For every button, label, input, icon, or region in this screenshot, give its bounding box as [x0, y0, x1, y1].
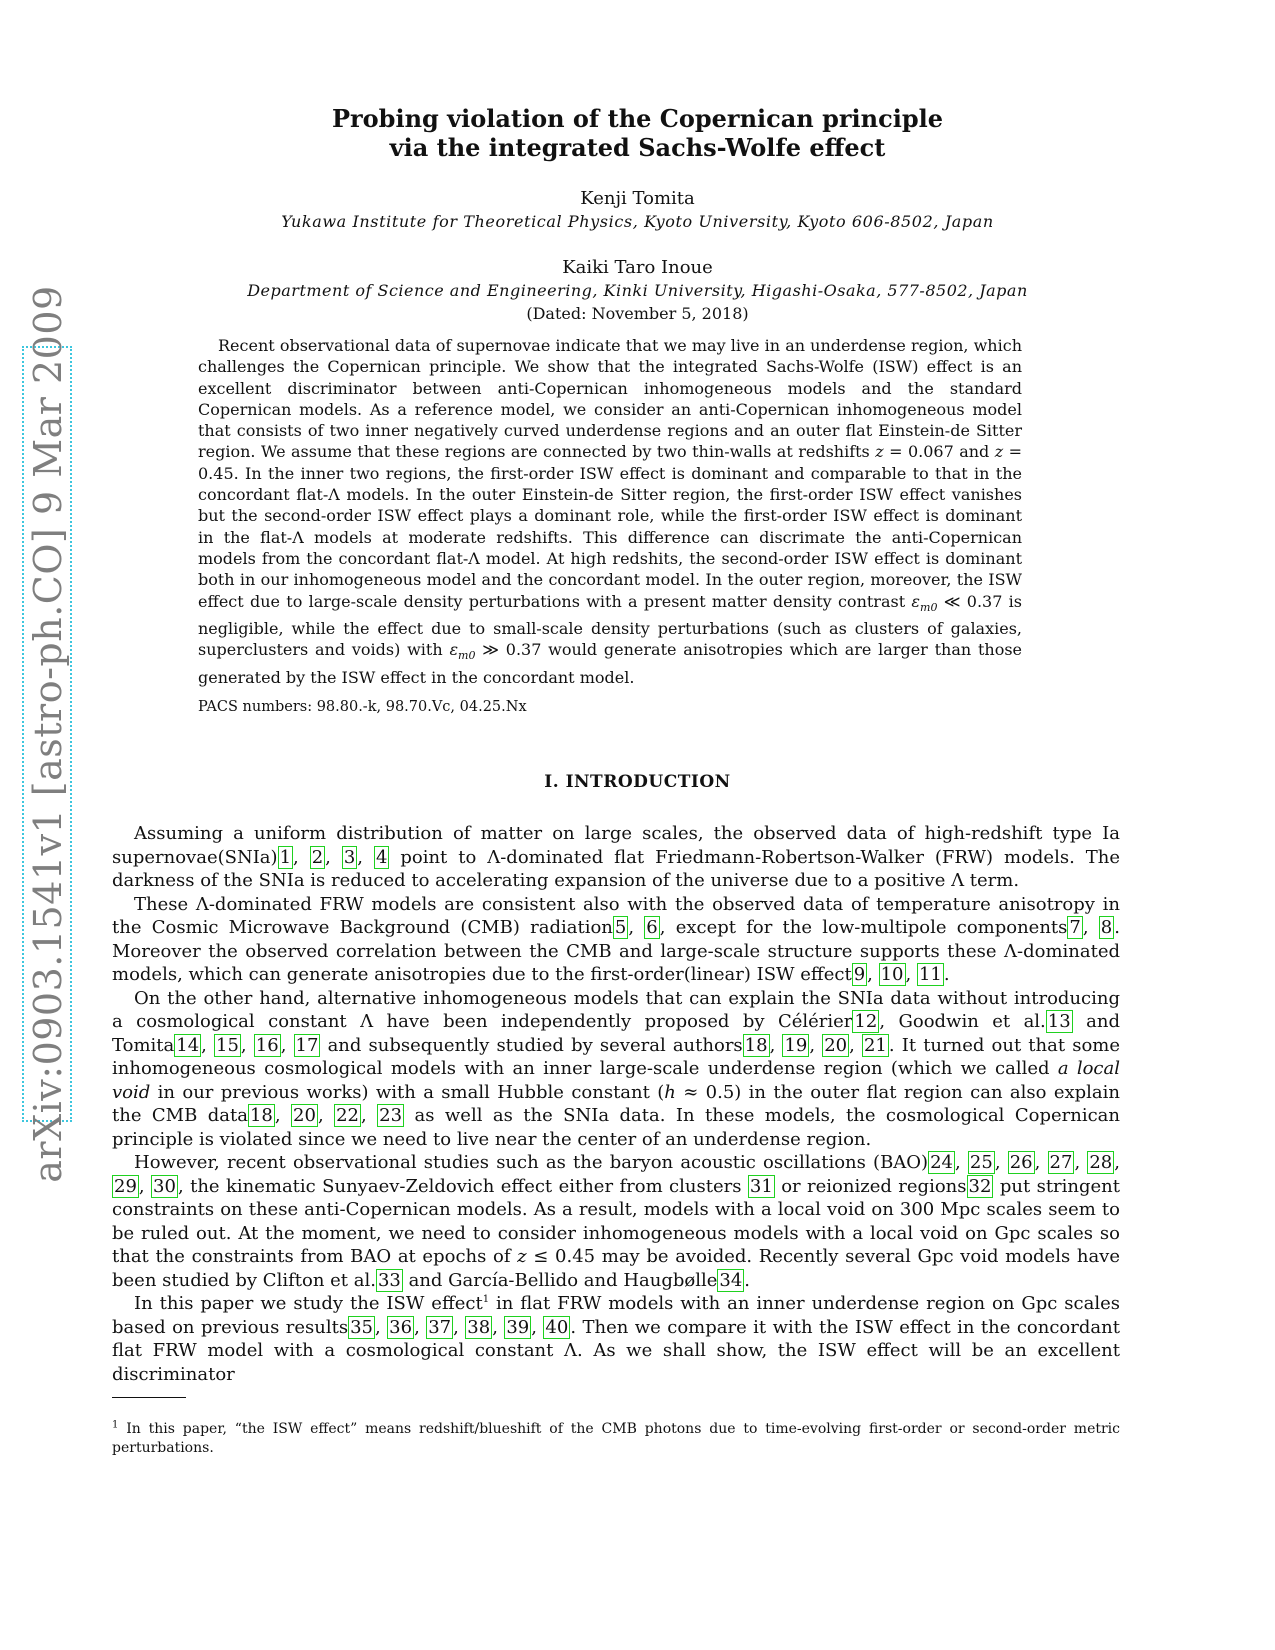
affiliation-2: Department of Science and Engineering, Kinki University, Higashi-Osaka, 577-8502, Japan [247, 281, 1028, 300]
citation-link[interactable]: 32 [968, 1175, 992, 1197]
citation-link[interactable]: 34 [719, 1269, 743, 1291]
citation-link[interactable]: 17 [295, 1034, 319, 1056]
author-1: Kenji Tomita [580, 188, 695, 209]
citation-link[interactable]: 3 [343, 846, 356, 868]
intro-paragraph-2: These Λ-dominated FRW models are consistent also with the observed data of temperature anisotropy in the Cosmic Microwave Background (CMB) radiation 5 , 6 , except for the low-multipole components 7 , 8 . Moreover the observed correlation between the CMB and large-scale structure supports these Λ-dominated models, which can generate anisotropies due to the first-order(linear) ISW effect 9 , 10 , 11 . [112, 893, 1120, 985]
citation-link[interactable]: 23 [379, 1105, 403, 1126]
pacs-numbers: PACS numbers: 98.80.-k, 98.70.Vc, 04.25.Nx [198, 699, 527, 715]
citation-link[interactable]: 27 [1049, 1152, 1073, 1173]
citation-link[interactable]: 35 [350, 1316, 373, 1338]
citation-link[interactable]: 11 [918, 964, 942, 985]
citation-link[interactable]: 20 [824, 1034, 848, 1056]
citation-link[interactable]: 28 [1089, 1152, 1113, 1173]
footnote-number: 1 [112, 1419, 119, 1431]
citation-link[interactable]: 31 [749, 1175, 773, 1197]
introduction-body [112, 822, 1120, 1386]
footnote-divider [112, 1397, 186, 1398]
citation-link[interactable]: 8 [1100, 917, 1113, 938]
arxiv-stamp[interactable]: arXiv:0903.1541v1 [astro-ph.CO] 9 Mar 2009 [26, 285, 70, 1183]
title-line-2: via the integrated Sachs-Wolfe effect [389, 133, 886, 162]
citation-link[interactable]: 15 [216, 1034, 239, 1056]
citation-link[interactable]: 26 [1009, 1152, 1033, 1173]
citation-link[interactable]: 40 [545, 1316, 569, 1338]
citation-link[interactable]: 18 [744, 1034, 768, 1056]
section-heading: I. INTRODUCTION [544, 772, 731, 792]
citation-link[interactable]: 12 [854, 1011, 878, 1032]
citation-link[interactable]: 5 [614, 917, 627, 938]
affiliation-1: Yukawa Institute for Theoretical Physics, Kyoto University, Kyoto 606-8502, Japan [281, 212, 994, 231]
title-line-1: Probing violation of the Copernican principle [331, 104, 943, 133]
intro-paragraph-1: Assuming a uniform distribution of matter on large scales, the observed data of high-redshift type Ia supernovae(SNIa) 1 , 2 , 3 , 4 point to Λ-dominated flat Friedmann-Robertson-Walker (FRW) models. The darkness of the SNIa is reduced to accelerating expansion of the universe due to a positive Λ term. [112, 823, 1120, 891]
citation-link[interactable]: 10 [880, 964, 904, 985]
citation-link[interactable]: 22 [336, 1105, 360, 1126]
paper-title [0, 104, 1275, 162]
footnote-marker[interactable]: 1 [482, 1294, 490, 1305]
citation-link[interactable]: 37 [428, 1316, 452, 1338]
citation-link[interactable]: 19 [784, 1034, 808, 1056]
citation-link[interactable]: 13 [1047, 1011, 1071, 1032]
citation-link[interactable]: 24 [930, 1152, 953, 1173]
intro-paragraph-3: On the other hand, alternative inhomogeneous models that can explain the SNIa data without introducing a cosmological constant Λ have been independently proposed by Célérier 12 , Goodwin et al. 13 and Tomita 14 , 15 , 16 , 17 and subsequently studied by several authors 18 , 19 , 20 , 21 . It turned out that some inhomogeneous cosmological models with an inner large-scale underdense region (which we called a local void in our previous works) with a small Hubble constant (h ≈ 0.5) in the outer flat region can also explain the CMB data 18 , 20 , 22 , 23 as well as the SNIa data. In these models, the cosmological Copernican principle is violated since we need to live near the center of an underdense region. [112, 987, 1121, 1150]
citation-link[interactable]: 38 [467, 1316, 491, 1338]
citation-link[interactable]: 21 [863, 1034, 887, 1056]
citation-link[interactable]: 33 [377, 1269, 401, 1291]
citation-link[interactable]: 20 [293, 1105, 316, 1126]
abstract-paragraph: Recent observational data of supernovae indicate that we may live in an underdense region, which challenges the Copernican principle. We show that the integrated Sachs-Wolfe (ISW) effect is an excellent discriminator between anti-Copernican inhomogeneous models and the standard Copernican models. As a reference model, we consider an anti-Copernican inhomogeneous model that consists of two inner negatively curved underdense regions and an outer flat Einstein-de Sitter region. We assume that these regions are connected by two thin-walls at redshifts z = 0.067 and z = 0.45. In the inner two regions, the first-order ISW effect is dominant and comparable to that in the concordant flat-Λ models. In the outer Einstein-de Sitter region, the first-order ISW effect vanishes but the second-order ISW effect plays a dominant role, while the first-order ISW effect is dominant in the flat-Λ models at moderate redshifts. This difference can discrimate the anti-Copernican models from the concordant flat-Λ model. At high redshits, the second-order ISW effect is dominant both in our inhomogeneous model and the concordant model. In the outer region, moreover, the ISW effect due to large-scale density perturbations with a present matter density contrast $\varepsilon_{m0}$ ≪ 0.37 is negligible, while the effect due to small-scale density perturbations (such as clusters of galaxies, superclusters and voids) with $\varepsilon_{m0}$ ≫ 0.37 would generate anisotropies which are larger than those generated by the ISW effect in the concordant model. [198, 336, 1023, 687]
citation-link[interactable]: 16 [255, 1034, 279, 1056]
footnote-text: In this paper, “the ISW effect” means redshift/blueshift of the CMB photons due to time-evolving first-order or second-order metric perturbations. [112, 1421, 1120, 1456]
citation-link[interactable]: 25 [969, 1152, 993, 1173]
citation-link[interactable]: 7 [1069, 917, 1081, 938]
citation-link[interactable]: 2 [311, 846, 324, 868]
citation-link[interactable]: 39 [506, 1316, 530, 1338]
citation-link[interactable]: 4 [375, 846, 388, 868]
citation-link[interactable]: 18 [249, 1105, 273, 1126]
footnote [112, 1420, 1120, 1457]
citation-link[interactable]: 9 [853, 964, 866, 985]
citation-link[interactable]: 6 [646, 917, 658, 938]
author-2: Kaiki Taro Inoue [562, 257, 713, 278]
citation-link[interactable]: 14 [176, 1034, 200, 1056]
citation-link[interactable]: 29 [114, 1175, 137, 1197]
citation-link[interactable]: 30 [153, 1175, 176, 1197]
citation-link[interactable]: 36 [389, 1316, 413, 1338]
intro-paragraph-4: However, recent observational studies such as the baryon acoustic oscillations (BAO) 24 , 25 , 26 , 27 , 28 , 29 , 30 , the kinematic Sunyaev-Zeldovich effect either from clusters 31 or reionized regions 32 put stringent constraints on these anti-Copernican models. As a result, models with a local void on 300 Mpc scales seem to be ruled out. At the moment, we need to consider inhomogeneous models with a local void on Gpc scales so that the constraints from BAO at epochs of z ≤ 0.45 may be avoided. Recently several Gpc void models have been studied by Clifton et al. 33 and García-Bellido and Haugbølle 34 . [112, 1152, 1121, 1291]
abstract [198, 335, 1022, 688]
dated-line: (Dated: November 5, 2018) [526, 304, 749, 323]
citation-link[interactable]: 1 [279, 846, 292, 868]
intro-paragraph-5: In this paper we study the ISW effect$^1$ in flat FRW models with an inner underdense region on Gpc scales based on previous results 35 , 36 , 37 , 38 , 39 , 40 . Then we compare it with the ISW effect in the concordant flat FRW model with a cosmological constant Λ. As we shall show, the ISW effect will be an excellent discriminator [112, 1293, 1120, 1385]
